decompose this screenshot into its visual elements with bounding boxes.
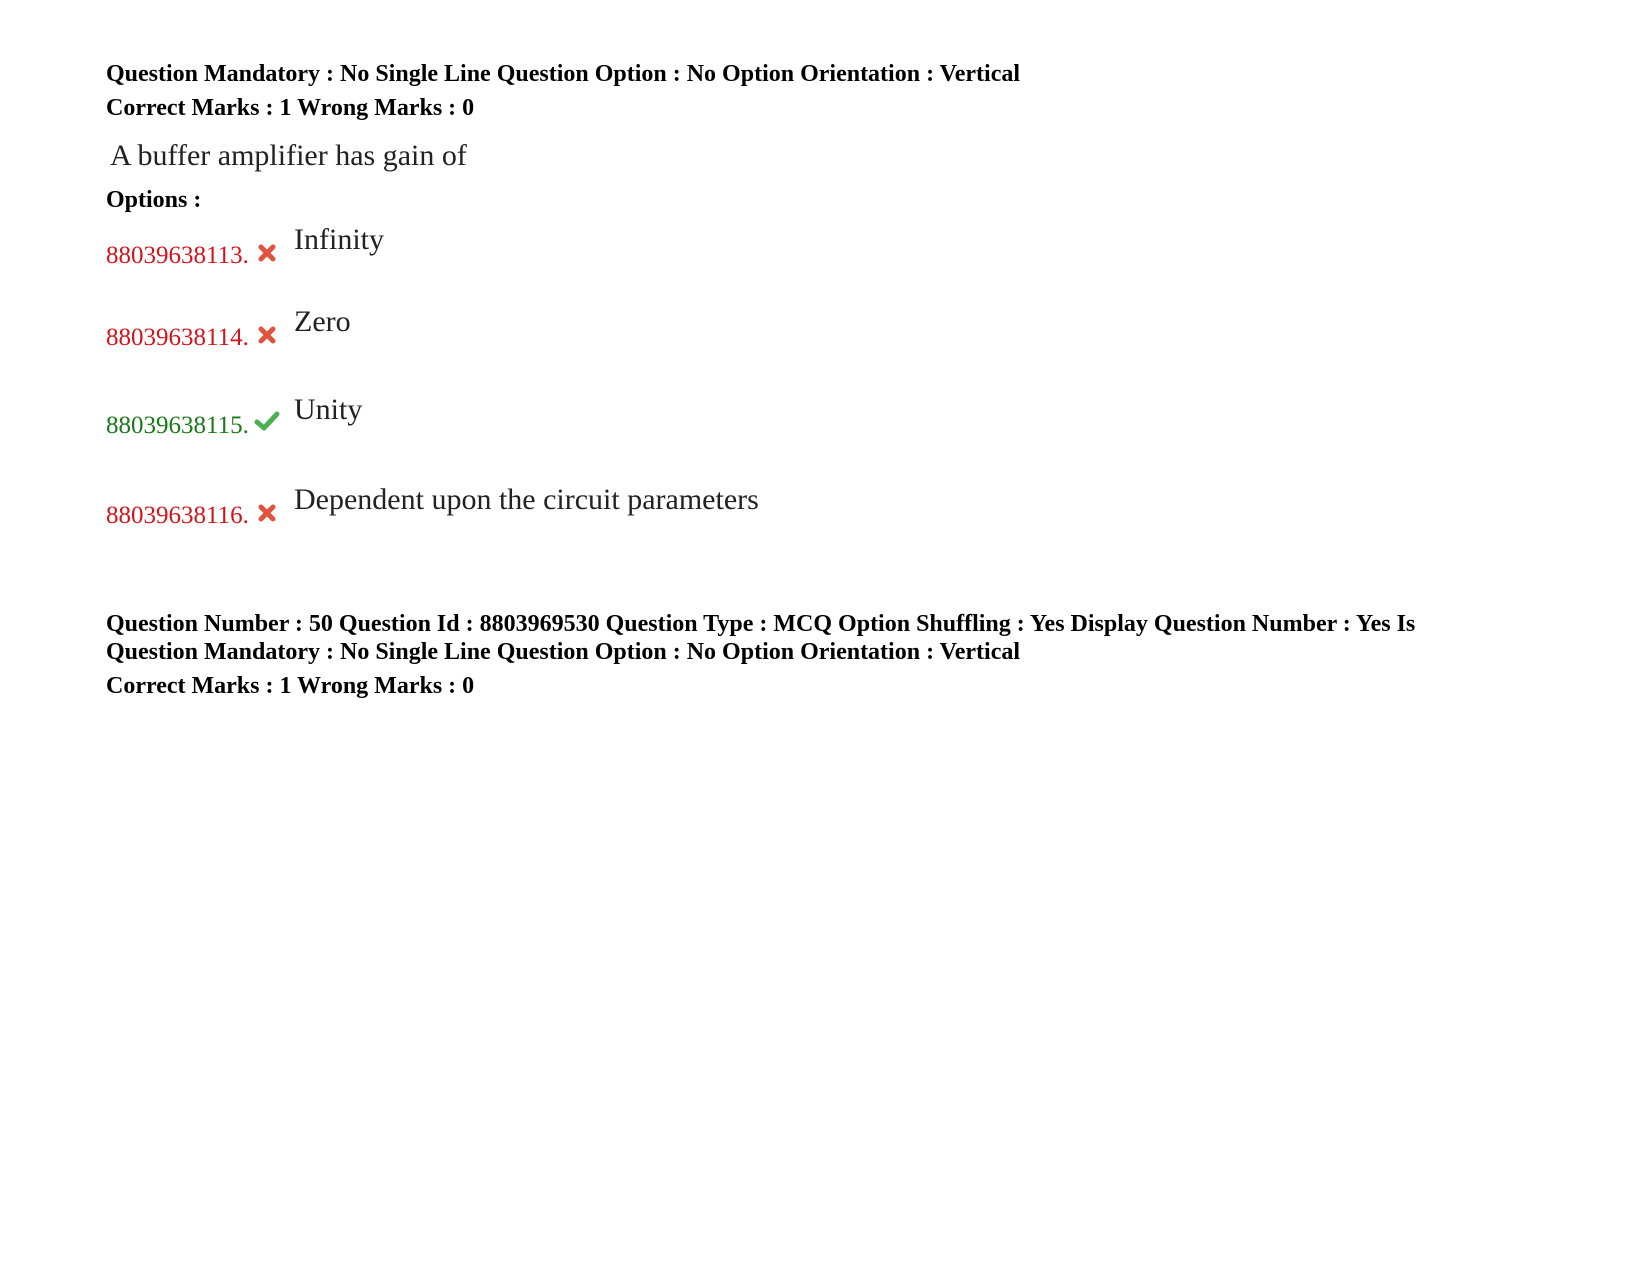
question-marks-line: Correct Marks : 1 Wrong Marks : 0: [106, 95, 475, 121]
option-text: Unity: [294, 393, 363, 426]
option-text: Dependent upon the circuit parameters: [294, 483, 759, 516]
option-row: [106, 304, 1006, 364]
option-id: 88039638115.: [106, 412, 249, 439]
option-text: Infinity: [294, 223, 384, 256]
cross-icon: [256, 502, 278, 524]
cross-icon: [256, 324, 278, 346]
option-id: 88039638116.: [106, 502, 249, 529]
question-text: A buffer amplifier has gain of: [110, 139, 467, 172]
question-meta-line-1: Question Number : 50 Question Id : 8803969530 Question Type : MCQ Option Shuffling : Yes Display Question Number : Yes Is: [106, 611, 1416, 637]
option-text: Zero: [294, 305, 351, 338]
option-row: [106, 393, 1006, 456]
option-row: [106, 482, 1006, 542]
cross-icon: [256, 242, 278, 264]
question-meta-line-2: Question Mandatory : No Single Line Question Option : No Option Orientation : Vertical: [106, 639, 1021, 665]
question-meta-line-1: Question Mandatory : No Single Line Question Option : No Option Orientation : Vertical: [106, 61, 1021, 87]
question-marks-line: Correct Marks : 1 Wrong Marks : 0: [106, 673, 475, 699]
option-id: 88039638113.: [106, 242, 249, 269]
options-label: Options :: [106, 187, 202, 213]
option-id: 88039638114.: [106, 324, 249, 351]
check-icon: [254, 410, 280, 432]
option-row: [106, 222, 1006, 282]
